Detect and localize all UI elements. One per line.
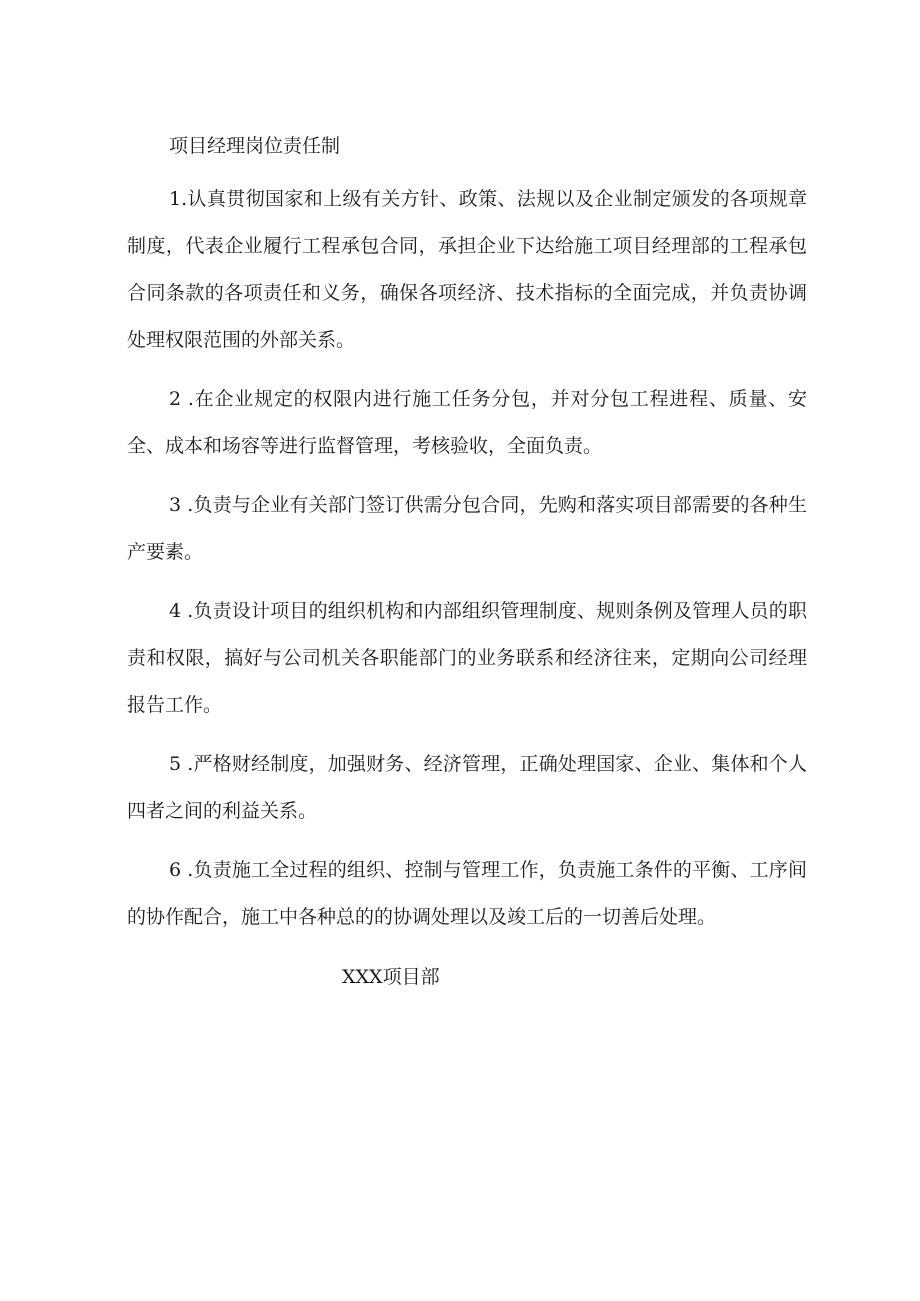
paragraph-number: 5 . (169, 753, 194, 775)
paragraph-6 (127, 847, 807, 941)
paragraph-3 (127, 482, 807, 576)
paragraph-number: 3 . (169, 494, 194, 516)
paragraph-text: 严格财经制度，加强财务、经济管理，正确处理国家、企业、集体和个人四者之间的利益关系。 (127, 753, 807, 822)
paragraph-4 (127, 588, 807, 729)
paragraph-number: 4 . (169, 600, 194, 622)
paragraph-text: 认真贯彻国家和上级有关方针、政策、法规以及企业制定颁发的各项规章制度，代表企业履行工程承包合同，承担企业下达给施工项目经理部的工程承包合同条款的各项责任和义务，确保各项经济、技术指标的全面完成，并负责协调处理权限范围的外部关系。 (127, 188, 807, 351)
paragraph-text: 负责设计项目的组织机构和内部组织管理制度、规则条例及管理人员的职责和权限，搞好与公司机关各职能部门的业务联系和经济往来，定期向公司经理报告工作。 (127, 600, 807, 716)
paragraph-number: 2 . (169, 388, 194, 410)
paragraph-text: 在企业规定的权限内进行施工任务分包，并对分包工程进程、质量、安全、成本和场容等进行监督管理，考核验收，全面负责。 (127, 388, 807, 457)
document-body (127, 176, 807, 953)
signature-department: XXX项目部 (342, 966, 440, 988)
paragraph-text: 负责与企业有关部门签订供需分包合同，先购和落实项目部需要的各种生产要素。 (127, 494, 807, 563)
paragraph-2 (127, 376, 807, 470)
paragraph-number: 1. (169, 188, 188, 210)
paragraph-number: 6 . (169, 859, 194, 881)
paragraph-1 (127, 176, 807, 364)
document-title: 项目经理岗位责任制 (169, 135, 341, 157)
paragraph-5 (127, 741, 807, 835)
paragraph-text: 负责施工全过程的组织、控制与管理工作，负责施工条件的平衡、工序间的协作配合，施工中各种总的的协调处理以及竣工后的一切善后处理。 (127, 859, 807, 928)
